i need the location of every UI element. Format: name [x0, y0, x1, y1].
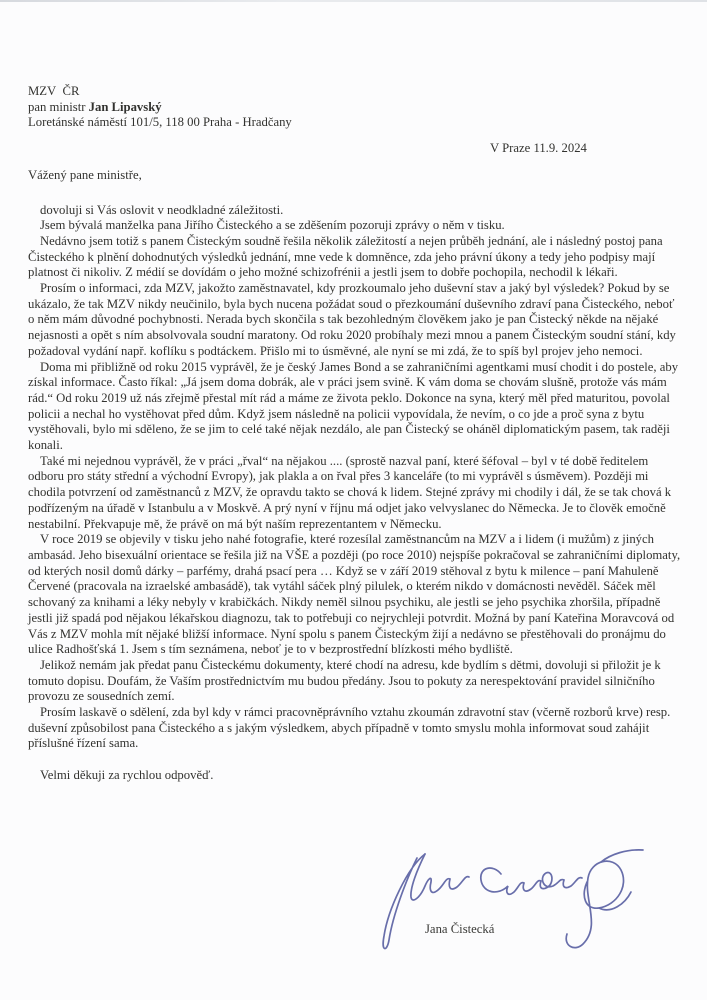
paragraph: Prosím laskavě o sdělení, zda byl kdy v rámci pracovněprávního vztahu zkoumán zdravotní stav (včerně rozborů krve) resp. duševní způsobilost pana Čisteckého a s jakým výsledkem, abych případně v tomto smyslu mohla informovat soud zahájit příslušné řízení sama.	[28, 705, 671, 751]
salutation: Vážený pane ministře,	[28, 167, 142, 182]
paragraph: Také mi nejednou vyprávěl, že v práci „řval“ na nějakou .... (sprostě nazval paní, které šéfoval – byl v té době ředitelem odboru pro státy střední a východní Evropy), jak plakla a on řval přes 3 kanceláře (to mi vyprávěl s úsměvem). Později mi chodila potvrzení od zaměstnanců z MZV, že opravdu takto se chová k lidem. Stejné zprávy mi chodily i dál, že se tak chová k podřízeným na úřadě v Istanbulu a v Moskvě. A prý nyní v říjnu má odjet jako velvyslanec do Německa. Je to člověk emočně nestabilní. Překvapuje mě, že právě on má být naším reprezentantem v Německu.	[28, 453, 672, 531]
paragraph: Prosím o informaci, zda MZV, jakožto zaměstnavatel, kdy prozkoumalo jeho duševní stav a jaký byl výsledek? Pokud by se ukázalo, že tak MZV nikdy neučinilo, byla bych nucena požádat soud o přezkoumání duševního zdraví pana Čisteckého, neboť o něm mám důvodné pochybnosti. Nerada bych skončila s tak bezohledným člověkem jako je pan Čistecký někde na nějaké nejasnosti a opět s ním absolvovala soudní maratony. Od roku 2020 probíhaly mezi mnou a panem Čisteckým soudní stání, kdy požadoval vydání např. koflíku s podtáckem. Přišlo mi to úsměvné, ale nyní se mi zdá, že to spíš byl projev jeho nemoci.	[28, 281, 676, 358]
paragraph: Nedávno jsem totiž s panem Čisteckým soudně řešila několik záležitostí a nejen průběh jednání, ale i následný postoj pana Čisteckého k plnění dohodnutých výsledků jednání, mne vede k domněnce, zda jeho právní úkony a tedy jeho podpisy mají platnost či nikoliv. Z médií se dovídám o jeho možné schizofrénii a jestli jsem to dobře pochopila, nechodil k lékaři.	[28, 233, 663, 280]
recipient-org: MZV ČR	[28, 84, 80, 98]
paragraph: Doma mi přibližně od roku 2015 vyprávěl, že je český James Bond a se zahraničními agentkami musí chodit i do postele, aby získal informace. Často říkal: „Já jsem doma dobrák, ale v práci jsem svině. K vám doma se chovám slušně, protože vás mám rád.“ Od roku 2019 už nás zřejmě přestal mít rád a máme ze života peklo. Dokonce na syna, který měl před maturitou, povolal policii a nechal ho vystěhovat před dům. Když jsem následně na policii vypovídala, že nevím, o co jde a proč syna z bytu vystěhovali, bylo mi sděleno, že se jim to celé také nějak nezdálo, ale pan Čistecký se oháněl diplomatickým pasem, tak raději konali.	[28, 359, 679, 453]
recipient-address: Loretánské náměstí 101/5, 118 00 Praha - Hradčany	[28, 115, 292, 130]
paragraph: Jsem bývalá manželka pana Jiřího Čisteckého a se zděšením pozoruji zprávy o něm v tisku.	[40, 218, 505, 233]
signature-printed-name: Jana Čistecká	[425, 922, 495, 936]
recipient-block	[28, 84, 681, 131]
dateline: V Praze 11.9. 2024	[490, 141, 587, 156]
closing-line: Velmi děkuji za rychlou odpověď.	[40, 768, 214, 783]
letter-body	[28, 203, 681, 753]
paragraph: Jelikož nemám jak předat panu Čisteckému dokumenty, které chodí na adresu, kde bydlím s dětmi, dovoluji si přiložit je k tomuto dopisu. Doufám, že Vaším prostřednictvím mu budou předány. Jsou to pokuty za nerespektování pravidel silničního provozu ze sousedních zemí.	[28, 657, 661, 704]
recipient-minister-prefix: pan ministr	[28, 99, 89, 114]
recipient-minister	[28, 100, 681, 116]
paragraph: V roce 2019 se objevily v tisku jeho nahé fotografie, které rozesílal zaměstnancům na MZV a i lidem (i mužům) z jiných ambasád. Jeho bisexuální orientace se řešila již na VŠE a později (po roce 2010) nejspíše pokračoval se zahraničními diplomaty, od kterých nosil domů dárky – parfémy, drahá psací pera … Když se v září 2019 stěhoval z bytu k milence – paní Mahuleně Červené (pracovala na izraelské ambasádě), tak vytáhl sáček plný pilulek, o kterém nikdo v domácnosti nevěděl. Sáček měl schovaný za knihami a léky nebyly v krabičkách. Nikdy neměl silnou psychiku, ale jestli se jeho psychika zhoršila, případně jestli již spadá pod nějakou lékařskou diagnozu, tak to potřebuji co nejrychleji potvrdit. Možná by paní Kateřina Moravcová od Vás z MZV mohla mít nějaké bližší informace. Nyní spolu s panem Čisteckým žijí a nedávno se přestěhovali do pronájmu do ulice Radhošťská 1. Jsem s tím seznámena, neboť je to v bezprostřední blízkosti mého bydliště.	[28, 532, 681, 657]
paragraph: dovoluji si Vás oslovit v neodkladné záležitosti.	[40, 202, 284, 217]
recipient-minister-name: Jan Lipavský	[88, 99, 162, 114]
handwritten-signature-scrawl	[355, 840, 655, 965]
signature-block	[355, 840, 655, 965]
